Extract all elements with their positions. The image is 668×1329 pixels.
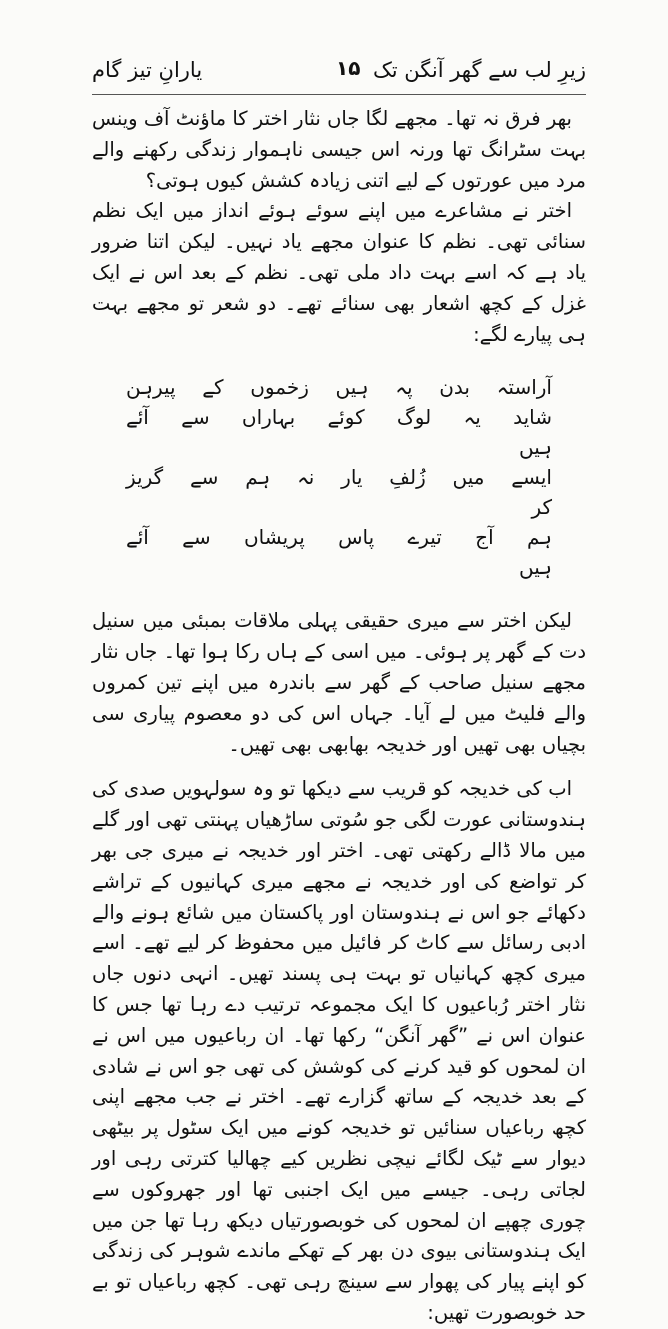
poem-line: شاید یہ لوگ کوئے بہاراں سے آئے ہیں xyxy=(126,405,552,460)
paragraph: اب کی خدیجہ کو قریب سے دیکھا تو وہ سولہویں صدی کی ہندوستانی عورت لگی جو سُوتی ساڑھیاں پہنتی تھی اور گلے میں مالا ڈالے رکھتی تھی۔ اختر اور خدیجہ نے میری جی بھر کر تواضع کی اور خدیجہ نے مجھے میری کہانیوں کے تراشے دکھائے جو اس نے ہندوستان اور پاکستان میں شائع ہونے والے ادبی رسائل سے کاٹ کر فائیل میں محفوظ کر لیے تھے۔ اسے میری کچھ کہانیاں تو بہت ہی پسند تھیں۔ انہی دنوں جاں نثار اختر رُباعیوں کا ایک مجموعہ ترتیب دے رہا تھا جس کا عنوان اس نے ”گھر آنگن“ رکھا تھا۔ ان رباعیوں میں اس نے ان لمحوں کو قید کرنے کی کوشش کی تھی جو اس نے شادی کے بعد خدیجہ کے ساتھ گزارے تھے۔ اختر نے جب مجھے اپنی کچھ رباعیاں سنائیں تو خدیجہ کونے میں ایک سٹول پر بیٹھی دیوار سے ٹیک لگائے نیچی نظریں کیے چھالیا کترتی رہی اور لجاتی رہی۔ جیسے میں ایک اجنبی تھا اور جھروکوں سے چوری چھپے ان لمحوں کی خوبصورتیاں دیکھ رہا تھا جن میں ایک ہندوستانی بیوی دن بھر کے تھکے ماندے شوہر کی زندگی کو اپنے پیار کی پھوار سے سینچ رہی تھی۔ کچھ رباعیاں تو بے حد خوبصورت تھیں: xyxy=(92,777,586,1324)
poem-line: ہم آج تیرے پاس پریشاں سے آئے ہیں xyxy=(126,525,552,580)
poem-block xyxy=(92,372,586,582)
running-header xyxy=(92,58,586,88)
book-title: یارانِ تیز گام xyxy=(92,58,203,82)
paragraph: اختر نے مشاعرے میں اپنے سوئے ہوئے انداز میں ایک نظم سنائی تھی۔ نظم کا عنوان مجھے یاد نہیں۔ لیکن اتنا ضرور یاد ہے کہ اسے بہت داد ملی تھی۔ نظم کے بعد اس نے ایک غزل کے کچھ اشعار بھی سنائے تھے۔ دو شعر تو مجھے بہت ہی پیارے لگے: xyxy=(92,199,586,346)
page-number: ۱۵ xyxy=(336,56,361,80)
poem-line: ایسے میں زُلفِ یار نہ ہم سے گریز کر xyxy=(126,465,552,520)
paragraph-gap xyxy=(92,760,586,774)
page-body xyxy=(92,104,586,1329)
paragraph: بھر فرق نہ تھا۔ مجھے لگا جاں نثار اختر کا ماؤنٹ آف وینس بہت سٹرانگ تھا ورنہ اس جیسی ناہموار زندگی رکھنے والے مرد میں عورتوں کے لیے اتنی زیادہ کشش کیوں ہوتی؟ xyxy=(92,107,586,192)
chapter-title: زیرِ لب سے گھر آنگن تک xyxy=(372,58,586,82)
paragraph: لیکن اختر سے میری حقیقی پہلی ملاقات بمبئی میں سنیل دت کے گھر پر ہوئی۔ میں اسی کے ہاں رکا ہوا تھا۔ جاں نثار مجھے سنیل صاحب کے گھر سے باندرہ میں اپنے تین کمروں والے فلیٹ میں لے آیا۔ جہاں اس کی دو معصوم پیاری سی بچیاں بھی تھیں اور خدیجہ بھابھی بھی تھیں۔ xyxy=(92,609,586,756)
header-rule xyxy=(92,94,586,95)
poem-line: آراستہ بدن پہ ہیں زخموں کے پیرہن xyxy=(126,375,552,400)
